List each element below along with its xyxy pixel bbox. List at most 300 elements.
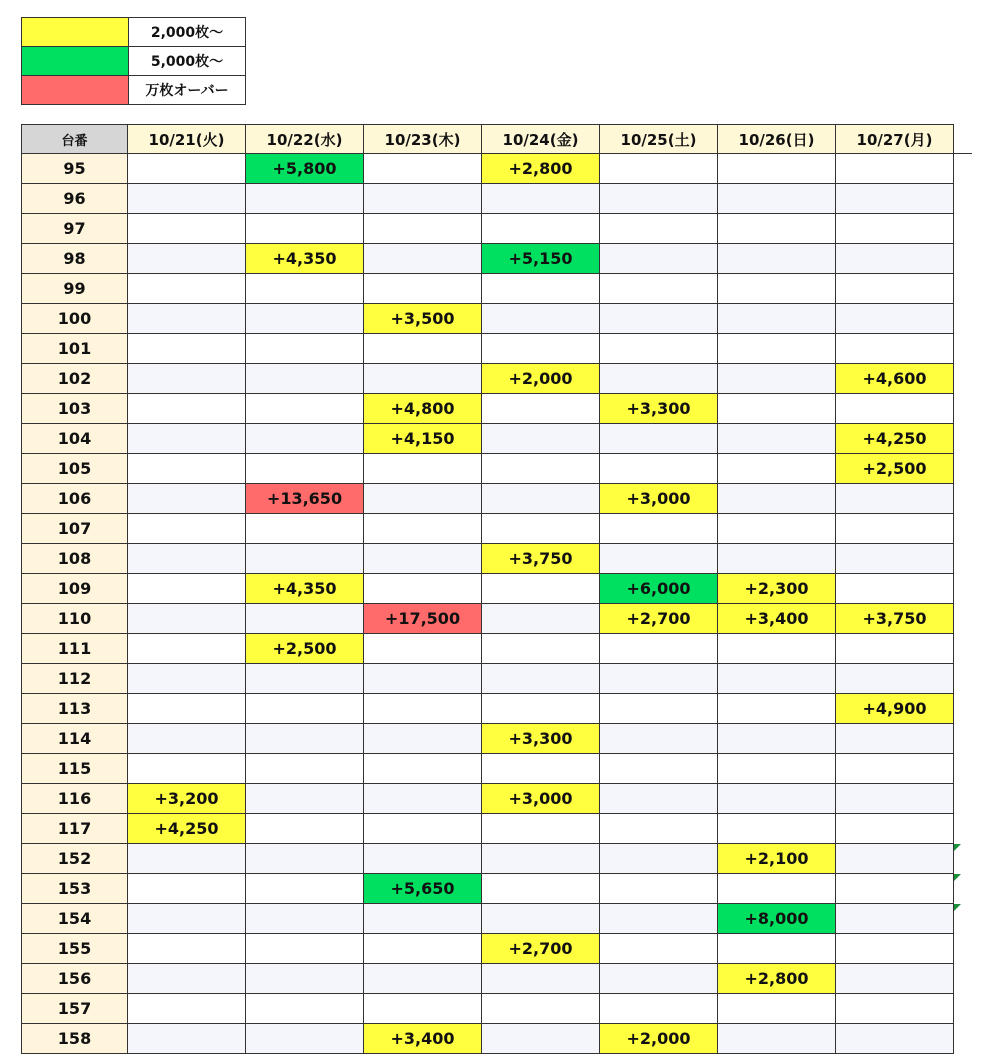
payout-cell[interactable]: [128, 184, 246, 214]
column-edge: [954, 754, 972, 784]
payout-cell[interactable]: [364, 184, 482, 214]
payout-cell[interactable]: [836, 664, 954, 694]
payout-cell[interactable]: [364, 514, 482, 544]
payout-cell[interactable]: [482, 994, 600, 1024]
payout-cell[interactable]: [482, 304, 600, 334]
payout-cell[interactable]: +4,250: [128, 814, 246, 844]
payout-cell[interactable]: [246, 934, 364, 964]
table-row: [22, 904, 972, 934]
comment-marker-icon: [954, 844, 972, 874]
machine-number-cell[interactable]: 110: [22, 604, 128, 634]
payout-cell[interactable]: +2,000: [600, 1024, 718, 1054]
payout-cell[interactable]: [246, 874, 364, 904]
date-header[interactable]: 10/23(木): [364, 125, 482, 154]
payout-cell[interactable]: [128, 484, 246, 514]
payout-cell[interactable]: [836, 514, 954, 544]
machine-number-cell[interactable]: 102: [22, 364, 128, 394]
payout-cell[interactable]: [482, 514, 600, 544]
payout-cell[interactable]: [836, 154, 954, 184]
table-row: [22, 214, 972, 244]
payout-cell[interactable]: [600, 424, 718, 454]
legend-label: 5,000枚〜: [129, 47, 246, 76]
payout-cell[interactable]: [836, 874, 954, 904]
payout-cell[interactable]: [128, 874, 246, 904]
color-legend: [21, 17, 246, 105]
payout-cell[interactable]: [364, 274, 482, 304]
payout-cell[interactable]: [482, 214, 600, 244]
payout-cell[interactable]: [364, 334, 482, 364]
payout-cell[interactable]: +3,750: [482, 544, 600, 574]
payout-cell[interactable]: [246, 994, 364, 1024]
payout-cell[interactable]: [600, 634, 718, 664]
table-row: [22, 1024, 972, 1054]
legend-row: [22, 76, 246, 105]
payout-cell[interactable]: [246, 334, 364, 364]
machine-number-cell[interactable]: 109: [22, 574, 128, 604]
machine-number-cell[interactable]: 98: [22, 244, 128, 274]
payout-cell[interactable]: [600, 214, 718, 244]
machine-number-cell[interactable]: 103: [22, 394, 128, 424]
payout-cell[interactable]: [364, 364, 482, 394]
payout-cell[interactable]: [718, 634, 836, 664]
date-header[interactable]: 10/25(土): [600, 125, 718, 154]
payout-cell[interactable]: [246, 514, 364, 544]
payout-cell[interactable]: [482, 904, 600, 934]
payout-cell[interactable]: [600, 514, 718, 544]
payout-cell[interactable]: [600, 874, 718, 904]
column-edge: [954, 244, 972, 274]
payout-cell[interactable]: [482, 634, 600, 664]
payout-cell[interactable]: [836, 184, 954, 214]
payout-cell[interactable]: [128, 274, 246, 304]
machine-number-cell[interactable]: 158: [22, 1024, 128, 1054]
payout-cell[interactable]: [128, 544, 246, 574]
machine-number-header[interactable]: 台番: [22, 125, 128, 154]
machine-number-cell[interactable]: 107: [22, 514, 128, 544]
legend-label: 万枚オーバー: [129, 76, 246, 105]
payout-cell[interactable]: [836, 394, 954, 424]
payout-cell[interactable]: [718, 874, 836, 904]
payout-cell[interactable]: +3,400: [364, 1024, 482, 1054]
table-row: [22, 154, 972, 184]
payout-cell[interactable]: +5,800: [246, 154, 364, 184]
payout-cell[interactable]: [364, 544, 482, 574]
payout-cell[interactable]: [482, 814, 600, 844]
column-edge: [954, 784, 972, 814]
payout-cell[interactable]: +4,600: [836, 364, 954, 394]
payout-cell[interactable]: [600, 784, 718, 814]
payout-cell[interactable]: [836, 274, 954, 304]
payout-cell[interactable]: [836, 574, 954, 604]
payout-cell[interactable]: +2,500: [246, 634, 364, 664]
payout-cell[interactable]: [246, 424, 364, 454]
machine-number-cell[interactable]: 154: [22, 904, 128, 934]
machine-number-cell[interactable]: 152: [22, 844, 128, 874]
payout-cell[interactable]: [364, 484, 482, 514]
payout-cell[interactable]: [836, 544, 954, 574]
payout-cell[interactable]: [482, 844, 600, 874]
payout-cell[interactable]: [246, 454, 364, 484]
payout-cell[interactable]: [364, 154, 482, 184]
payout-cell[interactable]: +4,250: [836, 424, 954, 454]
payout-cell[interactable]: +4,150: [364, 424, 482, 454]
table-row: [22, 244, 972, 274]
payout-cell[interactable]: [718, 664, 836, 694]
machine-number-cell[interactable]: 108: [22, 544, 128, 574]
payout-cell[interactable]: +2,700: [600, 604, 718, 634]
payout-cell[interactable]: [246, 304, 364, 334]
payout-cell[interactable]: [246, 274, 364, 304]
comment-marker-icon: [954, 874, 972, 904]
date-header[interactable]: 10/24(金): [482, 125, 600, 154]
payout-cell[interactable]: +4,350: [246, 574, 364, 604]
table-row: [22, 364, 972, 394]
machine-number-cell[interactable]: 104: [22, 424, 128, 454]
machine-number-cell[interactable]: 105: [22, 454, 128, 484]
payout-cell[interactable]: [718, 304, 836, 334]
payout-cell[interactable]: [600, 664, 718, 694]
payout-cell[interactable]: [718, 1024, 836, 1054]
legend-swatch: [22, 76, 129, 105]
payout-cell[interactable]: +3,500: [364, 304, 482, 334]
payout-cell[interactable]: [128, 604, 246, 634]
machine-number-cell[interactable]: 95: [22, 154, 128, 184]
payout-cell[interactable]: [364, 994, 482, 1024]
payout-cell[interactable]: +2,800: [482, 154, 600, 184]
machine-number-cell[interactable]: 96: [22, 184, 128, 214]
payout-cell[interactable]: [246, 604, 364, 634]
legend-row: [22, 47, 246, 76]
table-row: [22, 754, 972, 784]
payout-cell[interactable]: [836, 844, 954, 874]
table-row: [22, 574, 972, 604]
payout-cell[interactable]: [600, 304, 718, 334]
payout-cell[interactable]: [718, 424, 836, 454]
column-edge: [954, 394, 972, 424]
payout-cell[interactable]: [836, 724, 954, 754]
column-edge: [954, 694, 972, 724]
payout-cell[interactable]: [482, 334, 600, 364]
payout-cell[interactable]: [246, 964, 364, 994]
payout-cell[interactable]: [718, 274, 836, 304]
table-row: [22, 784, 972, 814]
payout-cell[interactable]: +2,500: [836, 454, 954, 484]
date-header[interactable]: 10/27(月): [836, 125, 954, 154]
machine-number-cell[interactable]: 106: [22, 484, 128, 514]
payout-cell[interactable]: [128, 244, 246, 274]
column-edge: [954, 574, 972, 604]
table-row: [22, 514, 972, 544]
payout-cell[interactable]: [836, 304, 954, 334]
payout-cell[interactable]: [718, 484, 836, 514]
payout-cell[interactable]: [718, 184, 836, 214]
payout-cell[interactable]: [246, 904, 364, 934]
payout-cell[interactable]: [364, 934, 482, 964]
payout-cell[interactable]: [482, 424, 600, 454]
date-header[interactable]: 10/26(日): [718, 125, 836, 154]
machine-number-cell[interactable]: 153: [22, 874, 128, 904]
payout-cell[interactable]: [246, 364, 364, 394]
column-edge: [954, 724, 972, 754]
payout-cell[interactable]: [364, 694, 482, 724]
payout-cell[interactable]: [836, 1024, 954, 1054]
payout-cell[interactable]: +5,150: [482, 244, 600, 274]
payout-cell[interactable]: +3,300: [600, 394, 718, 424]
date-header[interactable]: 10/21(火): [128, 125, 246, 154]
payout-cell[interactable]: [482, 694, 600, 724]
payout-cell[interactable]: +6,000: [600, 574, 718, 604]
payout-cell[interactable]: [128, 664, 246, 694]
column-edge: [954, 154, 972, 184]
payout-cell[interactable]: [718, 334, 836, 364]
payout-cell[interactable]: [128, 844, 246, 874]
payout-cell[interactable]: [836, 784, 954, 814]
machine-number-cell[interactable]: 112: [22, 664, 128, 694]
payout-cell[interactable]: [600, 934, 718, 964]
payout-cell[interactable]: [600, 724, 718, 754]
header-row: [22, 125, 972, 154]
payout-cell[interactable]: [128, 364, 246, 394]
payout-cell[interactable]: [600, 154, 718, 184]
payout-cell[interactable]: [600, 754, 718, 784]
column-edge: [954, 184, 972, 214]
payout-cell[interactable]: [600, 694, 718, 724]
payout-cell[interactable]: [600, 814, 718, 844]
payout-cell[interactable]: [600, 544, 718, 574]
machine-number-cell[interactable]: 115: [22, 754, 128, 784]
payout-cell[interactable]: [364, 574, 482, 604]
payout-cell[interactable]: +3,000: [482, 784, 600, 814]
payout-cell[interactable]: +3,750: [836, 604, 954, 634]
payout-cell[interactable]: +13,650: [246, 484, 364, 514]
payout-cell[interactable]: [718, 214, 836, 244]
column-edge: [954, 454, 972, 484]
payout-cell[interactable]: [246, 754, 364, 784]
payout-cell[interactable]: [128, 304, 246, 334]
payout-cell[interactable]: [246, 184, 364, 214]
payout-cell[interactable]: [246, 664, 364, 694]
payout-cell[interactable]: [128, 724, 246, 754]
payout-cell[interactable]: +3,200: [128, 784, 246, 814]
payout-cell[interactable]: [128, 634, 246, 664]
machine-number-cell[interactable]: 113: [22, 694, 128, 724]
payout-cell[interactable]: [718, 694, 836, 724]
column-edge: [954, 214, 972, 244]
payout-cell[interactable]: [836, 334, 954, 364]
column-edge: [954, 964, 972, 994]
payout-cell[interactable]: [128, 574, 246, 604]
payout-cell[interactable]: +3,400: [718, 604, 836, 634]
payout-cell[interactable]: [482, 184, 600, 214]
payout-cell[interactable]: [364, 634, 482, 664]
payout-cell[interactable]: [128, 514, 246, 544]
payout-cell[interactable]: [718, 394, 836, 424]
payout-cell[interactable]: [482, 664, 600, 694]
payout-cell[interactable]: +4,900: [836, 694, 954, 724]
payout-cell[interactable]: [128, 454, 246, 484]
payout-cell[interactable]: [718, 154, 836, 184]
machine-number-cell[interactable]: 99: [22, 274, 128, 304]
table-row: [22, 814, 972, 844]
legend-swatch: [22, 18, 129, 47]
table-row: [22, 424, 972, 454]
payout-cell[interactable]: [600, 904, 718, 934]
payout-cell[interactable]: [600, 334, 718, 364]
column-edge: [954, 604, 972, 634]
payout-cell[interactable]: [246, 814, 364, 844]
payout-cell[interactable]: [482, 874, 600, 904]
machine-number-cell[interactable]: 155: [22, 934, 128, 964]
payout-cell[interactable]: [364, 244, 482, 274]
payout-cell[interactable]: [364, 844, 482, 874]
payout-cell[interactable]: [718, 544, 836, 574]
table-row: [22, 994, 972, 1024]
payout-cell[interactable]: [128, 334, 246, 364]
payout-cell[interactable]: +4,800: [364, 394, 482, 424]
payout-cell[interactable]: [482, 394, 600, 424]
payout-cell[interactable]: [246, 724, 364, 754]
payout-cell[interactable]: [718, 784, 836, 814]
machine-number-cell[interactable]: 117: [22, 814, 128, 844]
payout-cell[interactable]: [600, 844, 718, 874]
column-edge: [954, 364, 972, 394]
payout-cell[interactable]: [482, 604, 600, 634]
payout-cell[interactable]: [836, 964, 954, 994]
payout-cell[interactable]: [128, 964, 246, 994]
payout-cell[interactable]: [482, 574, 600, 604]
payout-cell[interactable]: [600, 454, 718, 484]
payout-cell[interactable]: +5,650: [364, 874, 482, 904]
payout-cell[interactable]: [718, 934, 836, 964]
payout-cell[interactable]: [718, 754, 836, 784]
payout-cell[interactable]: [836, 994, 954, 1024]
payout-cell[interactable]: [246, 394, 364, 424]
payout-cell[interactable]: [718, 364, 836, 394]
payout-cell[interactable]: [128, 394, 246, 424]
payout-cell[interactable]: [836, 214, 954, 244]
legend-swatch: [22, 47, 129, 76]
machine-number-cell[interactable]: 114: [22, 724, 128, 754]
payout-cell[interactable]: +3,300: [482, 724, 600, 754]
payout-cell[interactable]: +3,000: [600, 484, 718, 514]
machine-number-cell[interactable]: 101: [22, 334, 128, 364]
payout-cell[interactable]: [836, 244, 954, 274]
payout-cell[interactable]: [482, 1024, 600, 1054]
payout-cell[interactable]: [600, 184, 718, 214]
table-row: [22, 634, 972, 664]
payout-cell[interactable]: [482, 964, 600, 994]
payout-cell[interactable]: [364, 664, 482, 694]
table-row: [22, 664, 972, 694]
machine-number-cell[interactable]: 111: [22, 634, 128, 664]
payout-cell[interactable]: [600, 964, 718, 994]
payout-cell[interactable]: [364, 214, 482, 244]
payout-cell[interactable]: +2,700: [482, 934, 600, 964]
payout-cell[interactable]: [128, 1024, 246, 1054]
machine-number-cell[interactable]: 156: [22, 964, 128, 994]
payout-cell[interactable]: [718, 994, 836, 1024]
payout-cell[interactable]: +4,350: [246, 244, 364, 274]
payout-cell[interactable]: [246, 694, 364, 724]
payout-cell[interactable]: [246, 844, 364, 874]
payout-cell[interactable]: [718, 724, 836, 754]
payout-cell[interactable]: [482, 754, 600, 784]
payout-cell[interactable]: [246, 214, 364, 244]
machine-number-cell[interactable]: 157: [22, 994, 128, 1024]
payout-cell[interactable]: [600, 244, 718, 274]
payout-cell[interactable]: +17,500: [364, 604, 482, 634]
machine-number-cell[interactable]: 116: [22, 784, 128, 814]
table-row: [22, 304, 972, 334]
payout-cell[interactable]: [364, 724, 482, 754]
payout-cell[interactable]: +2,800: [718, 964, 836, 994]
payout-cell[interactable]: [128, 754, 246, 784]
payout-cell[interactable]: [482, 274, 600, 304]
payout-cell[interactable]: [128, 694, 246, 724]
payout-cell[interactable]: [364, 454, 482, 484]
payout-cell[interactable]: [364, 904, 482, 934]
payout-cell[interactable]: [364, 964, 482, 994]
column-edge: [954, 484, 972, 514]
payout-cell[interactable]: [128, 994, 246, 1024]
table-row: [22, 694, 972, 724]
payout-cell[interactable]: +2,300: [718, 574, 836, 604]
payout-cell[interactable]: [246, 544, 364, 574]
payout-cell[interactable]: [482, 454, 600, 484]
payout-cell[interactable]: [836, 754, 954, 784]
table-row: [22, 274, 972, 304]
machine-number-cell[interactable]: 100: [22, 304, 128, 334]
payout-cell[interactable]: [718, 814, 836, 844]
payout-cell[interactable]: [718, 514, 836, 544]
table-row: [22, 934, 972, 964]
table-row: [22, 544, 972, 574]
table-row: [22, 874, 972, 904]
payout-cell[interactable]: [482, 484, 600, 514]
table-row: [22, 604, 972, 634]
payout-cell[interactable]: +8,000: [718, 904, 836, 934]
payout-cell[interactable]: [364, 814, 482, 844]
payout-cell[interactable]: [128, 934, 246, 964]
payout-cell[interactable]: [836, 484, 954, 514]
payout-cell[interactable]: [836, 634, 954, 664]
table-row: [22, 184, 972, 214]
payout-cell[interactable]: [600, 994, 718, 1024]
payout-cell[interactable]: [600, 364, 718, 394]
payout-cell[interactable]: [600, 274, 718, 304]
payout-cell[interactable]: [364, 754, 482, 784]
payout-cell[interactable]: [836, 934, 954, 964]
payout-cell[interactable]: [128, 904, 246, 934]
payout-cell[interactable]: [718, 454, 836, 484]
payout-cell[interactable]: [128, 214, 246, 244]
payout-cell[interactable]: [836, 904, 954, 934]
payout-cell[interactable]: [128, 154, 246, 184]
machine-number-cell[interactable]: 97: [22, 214, 128, 244]
date-header[interactable]: 10/22(水): [246, 125, 364, 154]
column-edge: [954, 304, 972, 334]
payout-cell[interactable]: [364, 784, 482, 814]
payout-cell[interactable]: [718, 244, 836, 274]
payout-cell[interactable]: [128, 424, 246, 454]
column-edge: [954, 514, 972, 544]
payout-cell[interactable]: [836, 814, 954, 844]
payout-cell[interactable]: [246, 784, 364, 814]
payout-table: [21, 124, 972, 1054]
payout-cell[interactable]: +2,000: [482, 364, 600, 394]
payout-cell[interactable]: [246, 1024, 364, 1054]
payout-cell[interactable]: +2,100: [718, 844, 836, 874]
